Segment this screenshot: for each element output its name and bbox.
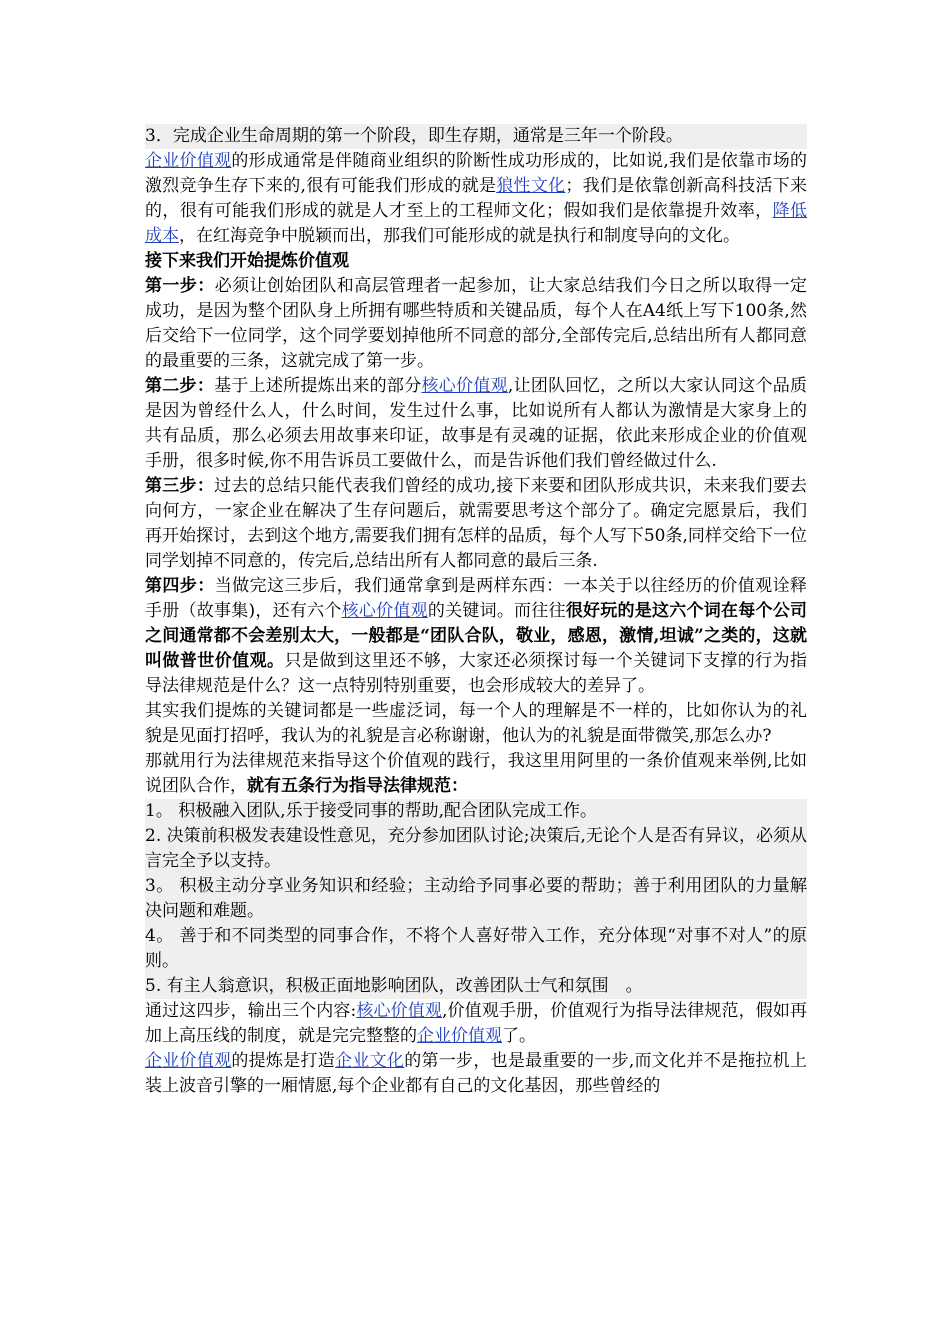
- rule-item: 2. 决策前积极发表建设性意见，充分参加团队讨论;决策后,无论个人是否有异议，必须从言完全予以支持。: [145, 826, 807, 871]
- rule-item: 1。 积极融入团队,乐于接受同事的帮助,配合团队完成工作。: [145, 801, 598, 821]
- link-企业文化[interactable]: 企业文化: [335, 1051, 405, 1071]
- text-run: ，在红海竞争中脱颖而出，那我们可能形成的就是执行和制度导向的文化。: [179, 226, 740, 246]
- link-核心价值观[interactable]: 核心价值观: [356, 1001, 442, 1021]
- text-run: 基于上述所提炼出来的部分: [214, 376, 422, 396]
- text-run: 的形成通常是伴随商业组织的阶断性成功形成的，比如说,我们是依靠市场的激烈竞争生存下来的,很有可能我们形成的就是: [145, 151, 808, 196]
- bold-text: 第二步：: [145, 376, 215, 396]
- text-run: 过去的总结只能代表我们曾经的成功,接下来要和团队形成共识，未来我们要去向何方，一家企业在解决了生存问题后，就需要思考这个部分了。确定完愿景后，我们再开始探讨，去到这个地方,需要我们拥有怎样的品质，每个人写下50条,同样交给下一位同学划掉不同意的，传完后,总结出所有人都同意的最后三条.: [145, 476, 808, 571]
- paragraph-four-steps-output: [145, 999, 807, 1049]
- text-run: ,让团队回忆，之所以大家认同这个品质是因为曾经什么人，什么时间，发生过什么事，比如说所有人都认为激情是大家身上的共有品质，那么必须去用故事来印证，故事是有灵魂的证据，依此来形成企业的价值观手册，很多时候,你不用告诉员工要做什么，而是告诉他们我们曾经做过什么.: [145, 376, 808, 471]
- section-heading: 接下来我们开始提炼价值观: [145, 251, 349, 271]
- paragraph-behavior-norms: [145, 749, 807, 799]
- document-page: [145, 124, 807, 1099]
- paragraph-culture-first-step: [145, 1049, 807, 1099]
- paragraph-step-2: [145, 374, 807, 474]
- paragraph-keywords-vague: 其实我们提炼的关键词都是一些虚泛词，每一个人的理解是不一样的，比如你认为的礼貌是见面打招呼，我认为的礼貌是言必称谢谢，他认为的礼貌是面带微笑,那怎么办?: [145, 701, 807, 746]
- bold-text: 就有五条行为指导法律规范：: [247, 776, 468, 796]
- text-run: 必须让创始团队和高层管理者一起参加，让大家总结我们今日之所以取得一定成功，是因为整个团队身上所拥有哪些特质和关键品质，每个人在A4纸上写下100条,然后交给下一位同学，这个同学要划掉他所不同意的部分,全部传完后,总结出所有人都同意的最重要的三条，这就完成了第一步。: [145, 276, 808, 371]
- paragraph-survival-period: 3．完成企业生命周期的第一个阶段，即生存期，通常是三年一个阶段。: [145, 124, 807, 149]
- text-run: 的关键词。而往往: [427, 601, 566, 621]
- text-run: 通过这四步，输出三个内容:: [145, 1001, 357, 1021]
- link-核心价值观[interactable]: 核心价值观: [421, 376, 508, 396]
- bold-text: 第三步：: [145, 476, 215, 496]
- rule-item: 5. 有主人翁意识，积极正面地影响团队，改善团队士气和氛围 。: [145, 976, 643, 996]
- text-run: ,价值观手册，价值观行为指导法律规范，假如再加上高压线的制度，就是完完整整的: [145, 1001, 808, 1046]
- text-run: 的第一步，也是最重要的一步,而文化并不是拖拉机上装上波音引擎的一厢情愿,每个企业都有自己的文化基因，那些曾经的: [145, 1051, 808, 1096]
- link-核心价值观[interactable]: 核心价值观: [341, 601, 428, 621]
- bold-text: 第一步：: [145, 276, 215, 296]
- text-run: 那就用行为法律规范来指导这个价值观的践行，我这里用阿里的一条价值观来举例,比如说团队合作，: [145, 751, 807, 796]
- rule-item: 3。 积极主动分享业务知识和经验；主动给予同事必要的帮助；善于利用团队的力量解决问题和难题。: [145, 876, 807, 921]
- text-run: 只是做到这里还不够，大家还必须探讨每一个关键词下支撑的行为指导法律规范是什么？这一点特别特别重要，也会形成较大的差异了。: [145, 651, 808, 696]
- rule-item: 4。 善于和不同类型的同事合作，不将个人喜好带入工作，充分体现“对事不对人”的原则。: [145, 926, 807, 971]
- text-run: 的提炼是打造: [231, 1051, 336, 1071]
- link-降低成本[interactable]: 降低成本: [145, 201, 808, 246]
- text-run: ；我们是依靠创新高科技活下来的，很有可能我们形成的就是人才至上的工程师文化；假如我们是依靠提升效率，: [145, 176, 808, 221]
- paragraph-step-1: [145, 274, 807, 374]
- link-企业价值观[interactable]: 企业价值观: [145, 1051, 232, 1071]
- bold-text: 第四步：: [145, 576, 215, 596]
- bold-text: 很好玩的是这六个词在每个公司之间通常都不会差别太大，一般都是“团队合队，敬业，感恩，激情,坦诚”之类的，这就叫做普世价值观。: [145, 601, 808, 671]
- text-run: 当做完这三步后，我们通常拿到是两样东西：一本关于以往经历的价值观诠释手册（故事集)，还有六个: [145, 576, 808, 621]
- paragraph-step-3: [145, 474, 807, 574]
- link-企业价值观[interactable]: 企业价值观: [417, 1026, 502, 1046]
- paragraph-value-formation: [145, 149, 807, 249]
- rules-list: [145, 799, 807, 999]
- link-企业价值观[interactable]: 企业价值观: [145, 151, 232, 171]
- text-run: 了。: [502, 1026, 536, 1046]
- link-狼性文化[interactable]: 狼性文化: [496, 176, 566, 196]
- paragraph-step-4: [145, 574, 807, 699]
